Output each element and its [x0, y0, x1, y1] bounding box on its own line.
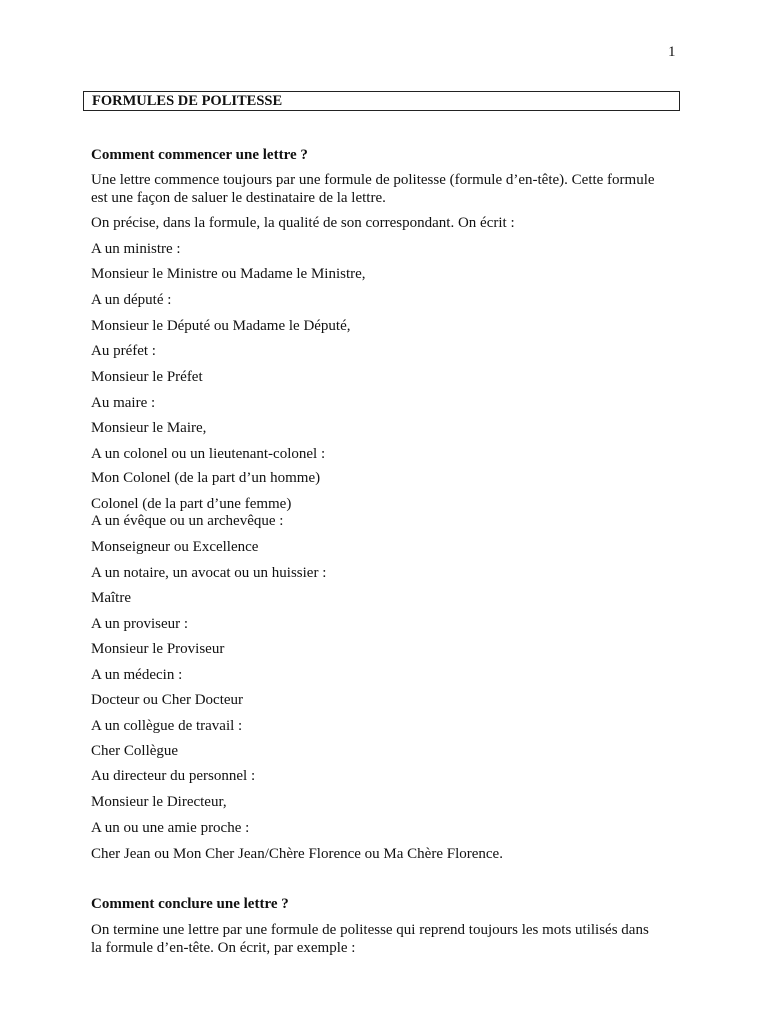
conclude-line-1: On termine une lettre par une formule de politesse qui reprend toujours les mots utilisés dans	[91, 922, 649, 938]
entry-line: Docteur ou Cher Docteur	[91, 692, 244, 708]
entry-line: A un colonel ou un lieutenant-colonel :	[91, 446, 326, 462]
entry-line: A un notaire, un avocat ou un huissier :	[91, 565, 327, 581]
entry-line: A un collègue de travail :	[91, 718, 243, 734]
entry-line: Au préfet :	[91, 343, 156, 359]
entry-line: A un proviseur :	[91, 616, 189, 632]
entry-line: Monsieur le Député ou Madame le Député,	[91, 318, 351, 334]
entry-line: Monsieur le Directeur,	[91, 794, 227, 810]
entry-line: Au maire :	[91, 395, 156, 411]
entry-line: A un médecin :	[91, 667, 183, 683]
section-heading-end: Comment conclure une lettre ?	[91, 896, 289, 912]
section-heading-start: Comment commencer une lettre ?	[91, 147, 308, 163]
entry-line: Monseigneur ou Excellence	[91, 539, 259, 555]
entry-line: Monsieur le Ministre ou Madame le Ministre,	[91, 266, 366, 282]
entry-line: Cher Collègue	[91, 743, 179, 759]
entry-line: Monsieur le Proviseur	[91, 641, 225, 657]
entry-line: A un député :	[91, 292, 172, 308]
precise-line: On précise, dans la formule, la qualité de son correspondant. On écrit :	[91, 215, 515, 231]
entry-line: Au directeur du personnel :	[91, 768, 256, 784]
entry-line: A un évêque ou un archevêque :	[91, 513, 284, 529]
entry-line: Mon Colonel (de la part d’un homme)	[91, 470, 321, 486]
intro-line-1: Une lettre commence toujours par une formule de politesse (formule d’en-tête). Cette formule	[91, 172, 655, 188]
entry-line: Colonel (de la part d’une femme)	[91, 496, 292, 512]
entry-line: A un ministre :	[91, 241, 181, 257]
entry-line: Cher Jean ou Mon Cher Jean/Chère Florence ou Ma Chère Florence.	[91, 846, 503, 862]
page-number: 1	[668, 44, 676, 60]
document-title: FORMULES DE POLITESSE	[83, 91, 680, 111]
entry-line: A un ou une amie proche :	[91, 820, 250, 836]
entry-line: Monsieur le Préfet	[91, 369, 203, 385]
entry-line: Monsieur le Maire,	[91, 420, 207, 436]
conclude-line-2: la formule d’en-tête. On écrit, par exemple :	[91, 940, 356, 956]
entry-line: Maître	[91, 590, 131, 606]
intro-line-2: est une façon de saluer le destinataire de la lettre.	[91, 190, 386, 206]
